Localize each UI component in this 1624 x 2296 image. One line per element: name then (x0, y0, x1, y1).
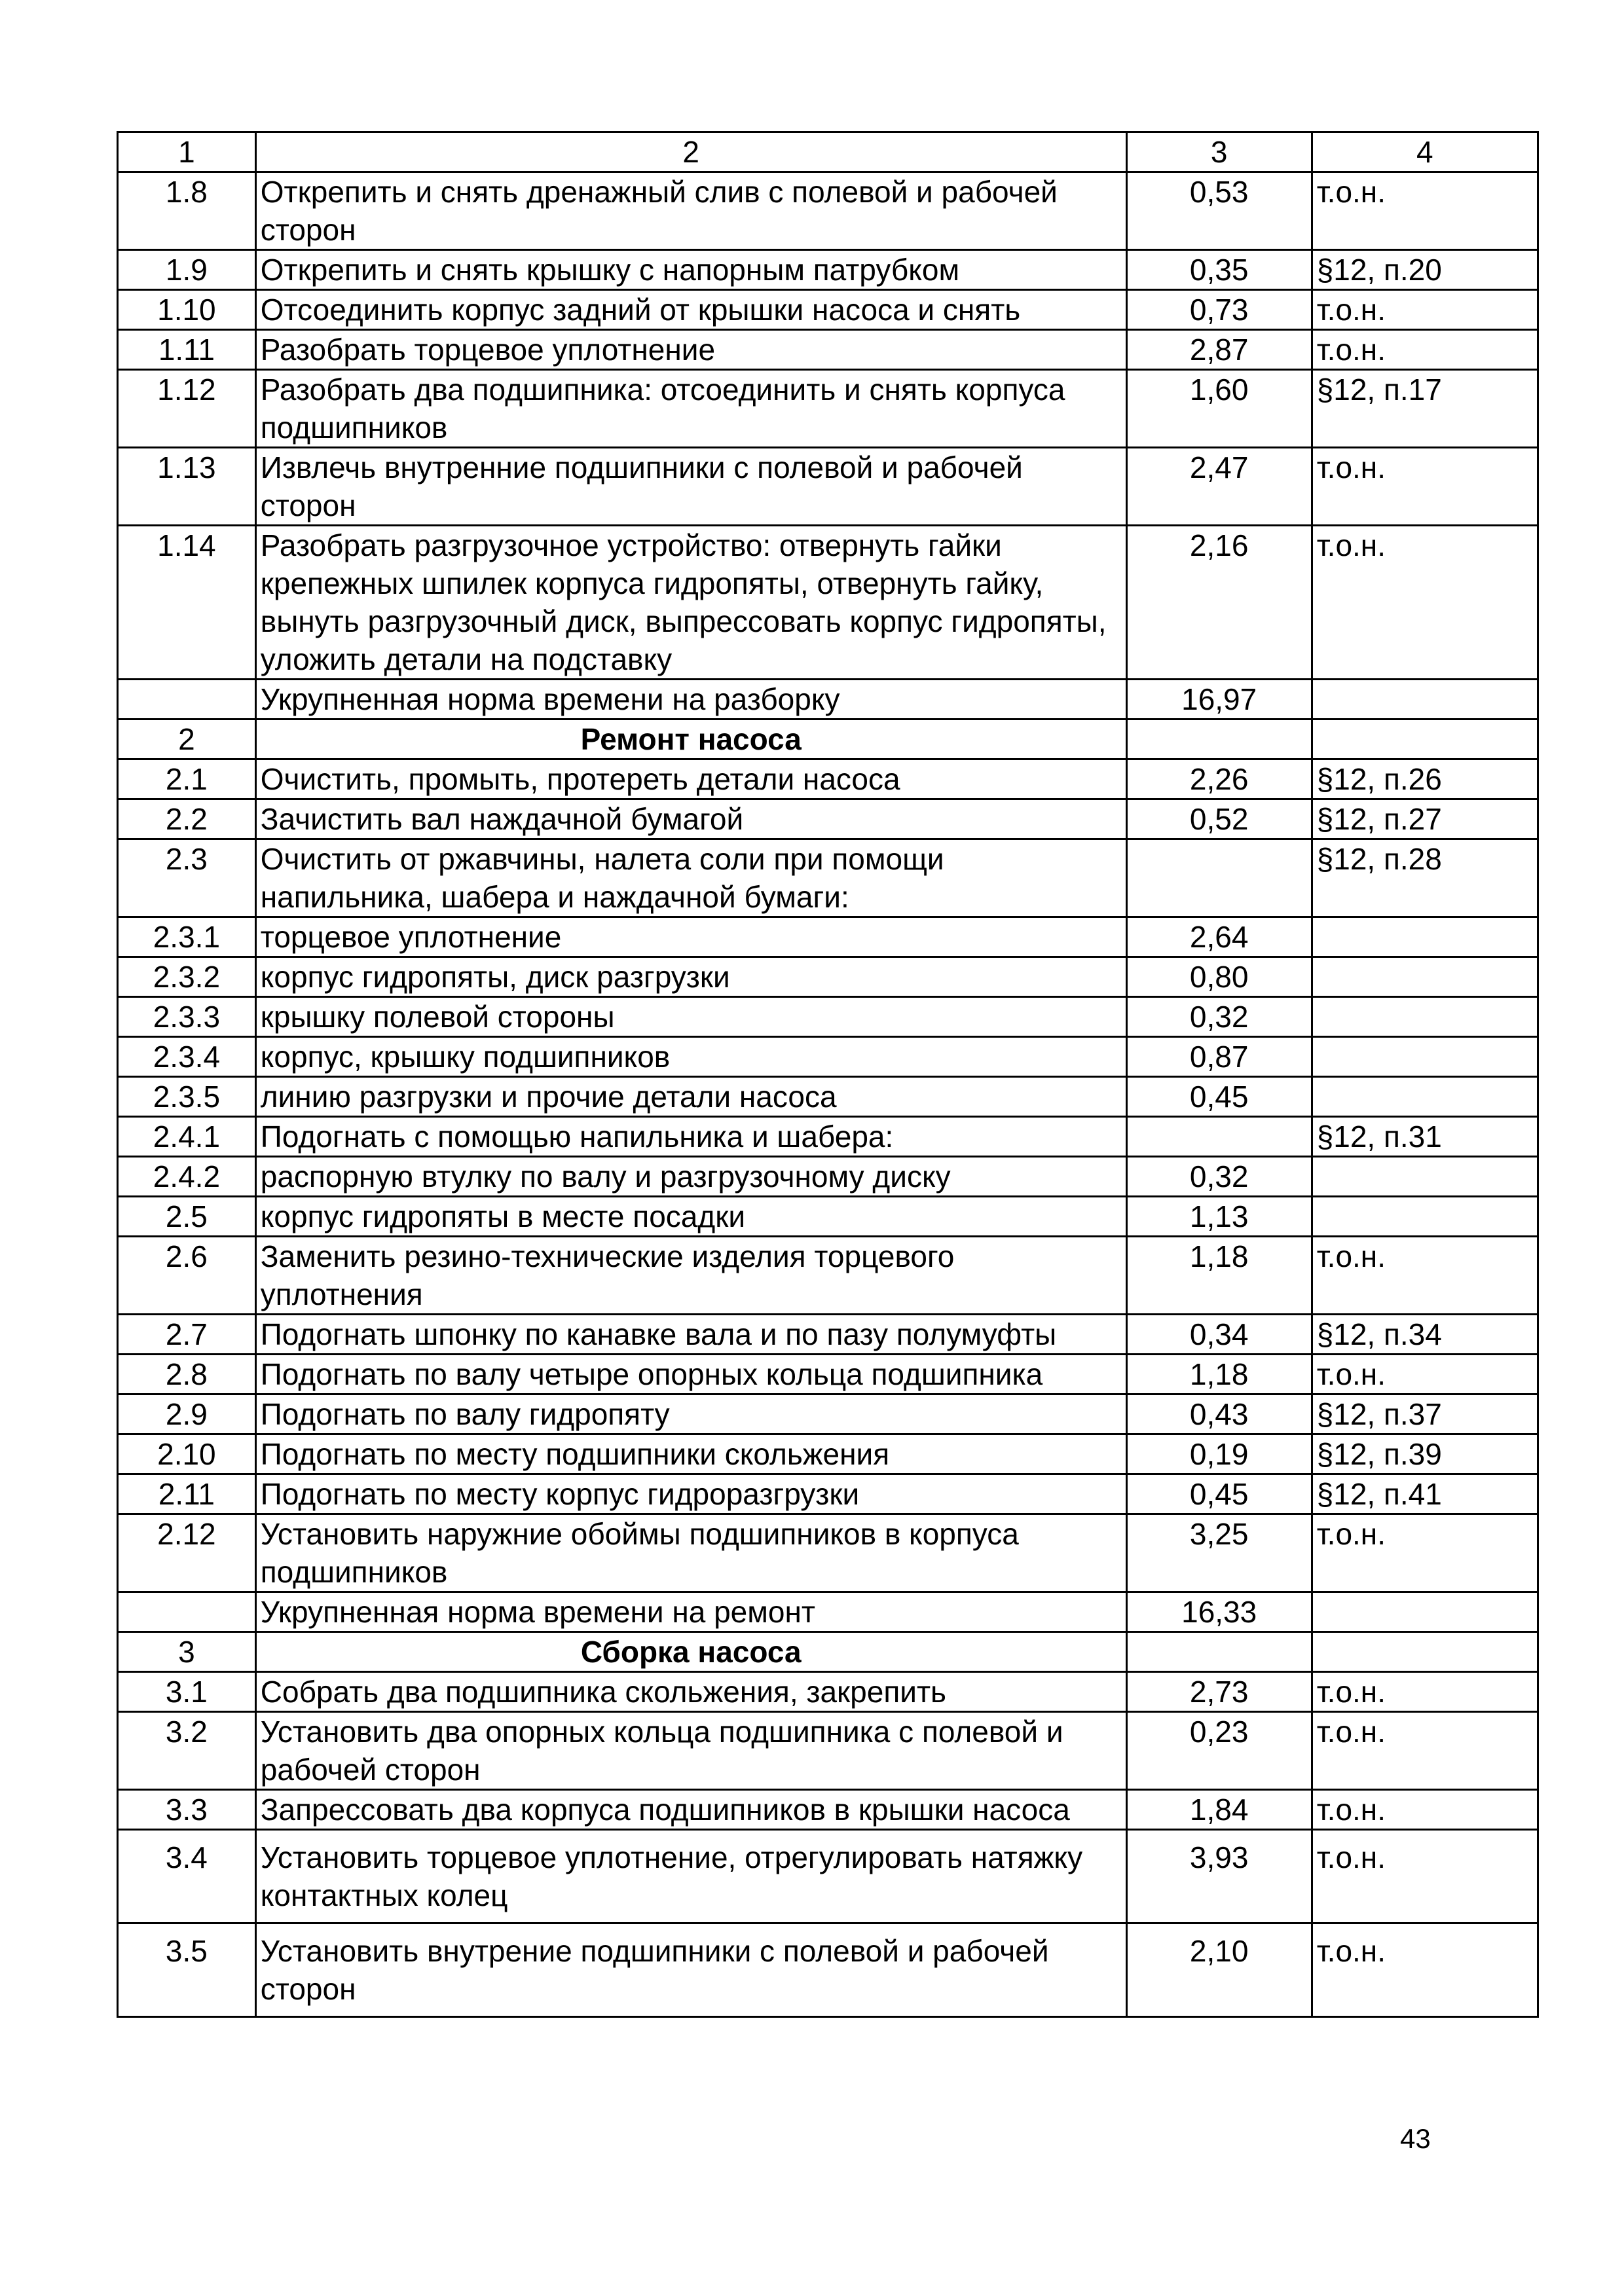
row-reference: т.о.н. (1312, 290, 1538, 330)
header-col-4: 4 (1312, 132, 1538, 172)
row-description: Извлечь внутренние подшипники с полевой и рабочей сторон (255, 448, 1126, 526)
row-description: Разобрать торцевое уплотнение (255, 330, 1126, 370)
row-norm-value: 2,26 (1126, 759, 1312, 799)
row-norm-value: 2,73 (1126, 1672, 1312, 1712)
row-norm-value: 0,45 (1126, 1474, 1312, 1514)
row-norm-value: 0,52 (1126, 799, 1312, 839)
row-number: 1.11 (118, 330, 256, 370)
row-norm-value: 2,87 (1126, 330, 1312, 370)
row-description: Запрессовать два корпуса подшипников в крышки насоса (255, 1790, 1126, 1830)
row-reference (1312, 917, 1538, 957)
table-row (118, 759, 1538, 799)
row-norm-value: 0,32 (1126, 997, 1312, 1037)
row-description: Укрупненная норма времени на разборку (255, 680, 1126, 720)
row-reference: §12, п.27 (1312, 799, 1538, 839)
row-reference (1312, 1197, 1538, 1237)
row-description: Разобрать два подшипника: отсоединить и снять корпуса подшипников (255, 370, 1126, 448)
row-reference: §12, п.26 (1312, 759, 1538, 799)
row-number: 2.9 (118, 1394, 256, 1434)
table-row (118, 1077, 1538, 1117)
row-norm-value: 0,34 (1126, 1315, 1312, 1355)
row-description: линию разгрузки и прочие детали насоса (255, 1077, 1126, 1117)
row-norm-value (1126, 1117, 1312, 1157)
table-header-row (118, 132, 1538, 172)
row-description: корпус гидропяты, диск разгрузки (255, 957, 1126, 997)
row-reference (1312, 997, 1538, 1037)
row-reference: §12, п.31 (1312, 1117, 1538, 1157)
table-row (118, 957, 1538, 997)
row-description: Подогнать по валу четыре опорных кольца подшипника (255, 1355, 1126, 1394)
row-reference: §12, п.34 (1312, 1315, 1538, 1355)
table-row (118, 526, 1538, 680)
row-norm-value: 0,23 (1126, 1712, 1312, 1790)
row-norm-value (1126, 1632, 1312, 1672)
row-norm-value: 0,45 (1126, 1077, 1312, 1117)
row-reference (1312, 1077, 1538, 1117)
row-reference (1312, 1037, 1538, 1077)
row-number: 2 (118, 720, 256, 759)
row-description: Подогнать по месту корпус гидроразгрузки (255, 1474, 1126, 1514)
row-norm-value: 2,16 (1126, 526, 1312, 680)
row-number: 3.4 (118, 1830, 256, 1923)
row-description: Установить внутрение подшипники с полевой и рабочей сторон (255, 1923, 1126, 2017)
table-row (118, 1672, 1538, 1712)
row-description: Открепить и снять крышку с напорным патрубком (255, 250, 1126, 290)
row-reference: т.о.н. (1312, 1712, 1538, 1790)
table-row (118, 1474, 1538, 1514)
row-norm-value: 1,18 (1126, 1355, 1312, 1394)
row-description: распорную втулку по валу и разгрузочному диску (255, 1157, 1126, 1197)
row-reference: §12, п.37 (1312, 1394, 1538, 1434)
row-number: 2.10 (118, 1434, 256, 1474)
table-row (118, 1197, 1538, 1237)
table-row (118, 680, 1538, 720)
row-number: 2.6 (118, 1237, 256, 1315)
row-number: 2.3.5 (118, 1077, 256, 1117)
row-norm-value: 0,32 (1126, 1157, 1312, 1197)
table-row (118, 1355, 1538, 1394)
row-norm-value: 1,84 (1126, 1790, 1312, 1830)
row-reference: §12, п.20 (1312, 250, 1538, 290)
row-description: торцевое уплотнение (255, 917, 1126, 957)
row-description: корпус гидропяты в месте посадки (255, 1197, 1126, 1237)
row-description: Установить два опорных кольца подшипника с полевой и рабочей сторон (255, 1712, 1126, 1790)
row-norm-value: 3,25 (1126, 1514, 1312, 1592)
table-row (118, 1790, 1538, 1830)
row-norm-value: 0,43 (1126, 1394, 1312, 1434)
row-number: 2.12 (118, 1514, 256, 1592)
row-description: Подогнать шпонку по канавке вала и по пазу полумуфты (255, 1315, 1126, 1355)
row-number: 3.5 (118, 1923, 256, 2017)
row-reference (1312, 1157, 1538, 1197)
row-reference: т.о.н. (1312, 1923, 1538, 2017)
row-description: Ремонт насоса (255, 720, 1126, 759)
row-norm-value: 0,19 (1126, 1434, 1312, 1474)
section-row (118, 1632, 1538, 1672)
row-reference: т.о.н. (1312, 1790, 1538, 1830)
row-reference (1312, 1592, 1538, 1632)
page-number: 43 (1400, 2123, 1431, 2154)
header-col-2: 2 (255, 132, 1126, 172)
row-number: 2.8 (118, 1355, 256, 1394)
row-reference: §12, п.17 (1312, 370, 1538, 448)
table-row (118, 448, 1538, 526)
row-number: 2.2 (118, 799, 256, 839)
row-number: 1.10 (118, 290, 256, 330)
row-reference: §12, п.28 (1312, 839, 1538, 917)
row-reference: т.о.н. (1312, 172, 1538, 250)
row-description: Сборка насоса (255, 1632, 1126, 1672)
row-number: 3 (118, 1632, 256, 1672)
row-description: Установить торцевое уплотнение, отрегулировать натяжку контактных колец (255, 1830, 1126, 1923)
row-description: корпус, крышку подшипников (255, 1037, 1126, 1077)
row-norm-value: 0,53 (1126, 172, 1312, 250)
table-row (118, 290, 1538, 330)
table-row (118, 997, 1538, 1037)
table-row (118, 1394, 1538, 1434)
row-norm-value: 0,73 (1126, 290, 1312, 330)
row-number (118, 680, 256, 720)
row-number: 1.13 (118, 448, 256, 526)
row-number: 2.4.2 (118, 1157, 256, 1197)
table-row (118, 1830, 1538, 1923)
row-description: Установить наружние обоймы подшипников в корпуса подшипников (255, 1514, 1126, 1592)
row-number: 2.7 (118, 1315, 256, 1355)
row-number: 1.14 (118, 526, 256, 680)
row-norm-value: 1,18 (1126, 1237, 1312, 1315)
row-reference: т.о.н. (1312, 1355, 1538, 1394)
row-norm-value: 2,10 (1126, 1923, 1312, 2017)
row-norm-value: 2,64 (1126, 917, 1312, 957)
table-row (118, 1592, 1538, 1632)
row-description: Отсоединить корпус задний от крышки насоса и снять (255, 290, 1126, 330)
row-reference (1312, 1632, 1538, 1672)
row-norm-value: 16,33 (1126, 1592, 1312, 1632)
table-row (118, 1117, 1538, 1157)
table-row (118, 1923, 1538, 2017)
row-reference: т.о.н. (1312, 1830, 1538, 1923)
row-norm-value: 1,13 (1126, 1197, 1312, 1237)
row-reference (1312, 720, 1538, 759)
row-number: 3.2 (118, 1712, 256, 1790)
table-row (118, 799, 1538, 839)
row-reference: §12, п.41 (1312, 1474, 1538, 1514)
row-description: Укрупненная норма времени на ремонт (255, 1592, 1126, 1632)
row-norm-value: 0,80 (1126, 957, 1312, 997)
row-number: 2.3.4 (118, 1037, 256, 1077)
row-reference: т.о.н. (1312, 330, 1538, 370)
header-col-3: 3 (1126, 132, 1312, 172)
row-description: Собрать два подшипника скольжения, закрепить (255, 1672, 1126, 1712)
row-norm-value: 0,87 (1126, 1037, 1312, 1077)
row-norm-value: 2,47 (1126, 448, 1312, 526)
table-row (118, 1237, 1538, 1315)
table-row (118, 250, 1538, 290)
row-number: 1.12 (118, 370, 256, 448)
row-norm-value (1126, 839, 1312, 917)
row-number: 3.1 (118, 1672, 256, 1712)
row-number: 2.1 (118, 759, 256, 799)
table-row (118, 330, 1538, 370)
table-row (118, 917, 1538, 957)
row-norm-value: 0,35 (1126, 250, 1312, 290)
row-reference: т.о.н. (1312, 526, 1538, 680)
table-row (118, 172, 1538, 250)
row-reference: §12, п.39 (1312, 1434, 1538, 1474)
row-description: Очистить от ржавчины, налета соли при помощи напильника, шабера и наждачной бумаги: (255, 839, 1126, 917)
row-norm-value: 1,60 (1126, 370, 1312, 448)
row-description: Заменить резино-технические изделия торцевого уплотнения (255, 1237, 1126, 1315)
row-number: 2.3.1 (118, 917, 256, 957)
table-row (118, 1434, 1538, 1474)
table-row (118, 1514, 1538, 1592)
row-description: Очистить, промыть, протереть детали насоса (255, 759, 1126, 799)
table-row (118, 1157, 1538, 1197)
norms-table (117, 131, 1539, 2018)
row-reference (1312, 680, 1538, 720)
row-description: Подогнать по валу гидропяту (255, 1394, 1126, 1434)
section-row (118, 720, 1538, 759)
row-description: Подогнать с помощью напильника и шабера: (255, 1117, 1126, 1157)
row-reference: т.о.н. (1312, 1514, 1538, 1592)
row-description: крышку полевой стороны (255, 997, 1126, 1037)
row-number: 2.3.3 (118, 997, 256, 1037)
table-row (118, 1315, 1538, 1355)
row-number: 2.5 (118, 1197, 256, 1237)
row-reference: т.о.н. (1312, 448, 1538, 526)
row-description: Подогнать по месту подшипники скольжения (255, 1434, 1126, 1474)
row-description: Разобрать разгрузочное устройство: отвернуть гайки крепежных шпилек корпуса гидропяты, отвернуть гайку, вынуть разгрузочный диск, выпрессовать корпус гидропяты, уложить детали на подставку (255, 526, 1126, 680)
row-number: 2.3 (118, 839, 256, 917)
row-number: 2.4.1 (118, 1117, 256, 1157)
table-row (118, 1037, 1538, 1077)
row-description: Зачистить вал наждачной бумагой (255, 799, 1126, 839)
header-col-1: 1 (118, 132, 256, 172)
table-row (118, 370, 1538, 448)
row-number: 1.8 (118, 172, 256, 250)
row-norm-value (1126, 720, 1312, 759)
table-row (118, 1712, 1538, 1790)
row-number: 2.11 (118, 1474, 256, 1514)
table-row (118, 839, 1538, 917)
row-norm-value: 16,97 (1126, 680, 1312, 720)
row-description: Открепить и снять дренажный слив с полевой и рабочей сторон (255, 172, 1126, 250)
row-number: 1.9 (118, 250, 256, 290)
row-norm-value: 3,93 (1126, 1830, 1312, 1923)
row-reference: т.о.н. (1312, 1237, 1538, 1315)
row-reference (1312, 957, 1538, 997)
row-number: 2.3.2 (118, 957, 256, 997)
norms-table-body (118, 132, 1538, 2017)
row-reference: т.о.н. (1312, 1672, 1538, 1712)
row-number (118, 1592, 256, 1632)
row-number: 3.3 (118, 1790, 256, 1830)
